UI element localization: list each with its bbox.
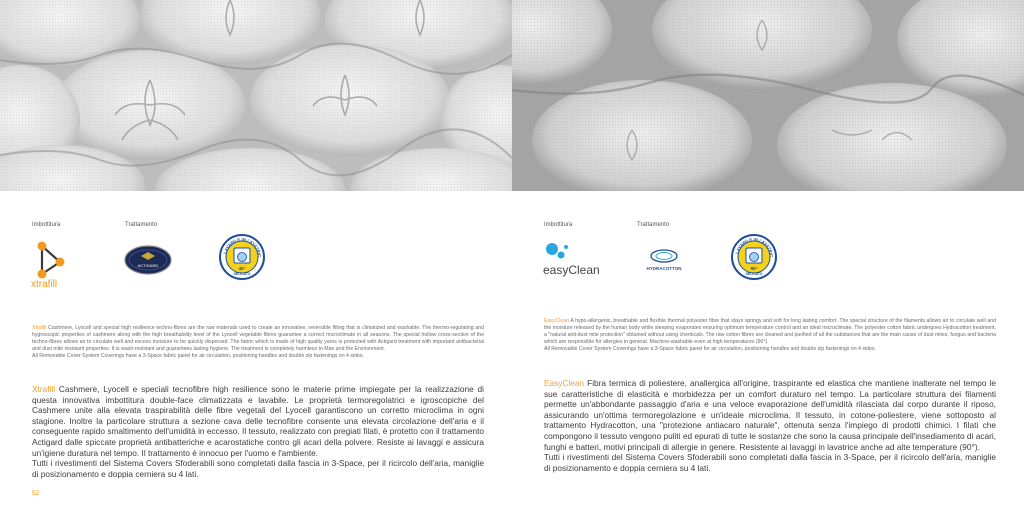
italian-description-right	[544, 378, 996, 473]
actigard-logo	[124, 244, 172, 276]
it-body2-left: Tutti i rivestimenti del Sistema Covers Sfoderabili sono completati dalla fascia in 3-Space, per il ricircolo dell'aria, maniglie di posizionamento e doppia cerniera su 4 lati.	[32, 458, 484, 479]
washing-machine-badge-icon-right	[731, 234, 777, 280]
hydracotton-icon	[642, 248, 687, 274]
quilted-fabric-photo-left	[0, 0, 512, 191]
xtrafill-logo-text: xtrafill	[31, 279, 58, 290]
svg-text:LAVABILE IN LAVATRICE: LAVABILE IN LAVATRIC	[222, 236, 263, 258]
xtrafill-icon	[30, 240, 75, 290]
en-body-right: A hypo-allergenic, breathable and flexible thermal polyester fibre that stays springy and soft for long lasting comfort. The special structure of the filaments allows air to circulate well and the moisture released by the human body while sleeping evaporates ensuring optimum temperature control and an ideal microclimate. The polyester cotton fabric undergoes Hydracotton treatment, a "natural anti-dust mite protection" obtained without using chemicals. The raw cotton fibres are cleaned and purified of all the substances that are the main cause of dust mites, fungus and bacteria which are responsible for allergies in general. Machine-washable even at high temperatures (90°).	[544, 318, 996, 346]
easyclean-logo	[542, 240, 604, 280]
wash-40-badge	[219, 234, 265, 280]
treatment-label-right: Trattamento	[637, 222, 670, 228]
svg-text:DELICATO: DELICATO	[233, 272, 251, 276]
quilted-fabric-photo-right	[512, 0, 1024, 191]
fabric-texture-right	[512, 0, 1024, 191]
hydracotton-logo-text: HYDRACOTTON	[646, 266, 682, 271]
easyclean-brand-it: EasyClean	[544, 378, 585, 388]
en-body2-left: All Removable Cover System Coverings have a 3-Space fabric panel for air circulation, positioning handles and double zip fastenings on 4 sides.	[32, 353, 364, 360]
easyclean-brand-en: EasyClean	[544, 318, 570, 324]
easyclean-icon	[542, 240, 604, 280]
easyclean-logo-text: easyClean	[543, 263, 600, 277]
filling-label: Imbottitura	[32, 222, 61, 228]
italian-description-left	[32, 384, 484, 479]
it-body-left: Cashmere, Lyocell e speciali tecnofibre high resilience sono le materie prime impiegate per la realizzazione di questa innovativa imbottitura double-face climatizzata e lavabile. Le proprietà termoregolatrici e igroscopiche del Cashmere unite alla elevata traspirabilità delle fibre vegetali del Lyocell garantiscono un corretto microclima in ogni stagione. Inoltre la particolare struttura a sezione cava delle tecnofibre consente una elevata circolazione dell'aria e il conseguente rapido smaltimento dell'umidità in eccesso. Il tessuto, realizzato con pregiati filati, è protetto con il trattamento Actigard dalle spiccate proprietà antibatteriche e acarostatiche contro gli acari della polvere. Resiste ai lavaggi e assicura un'igiene duratura nel tempo. Il trattamento è innocuo per l'uomo e l'ambiente.	[32, 384, 484, 458]
it-body-right: Fibra termica di poliestere, anallergica all'origine, traspirante ed elastica che mantiene inalterate nel tempo le sue caratteristiche di elasticità e morbidezza per un comfort duraturo nel tempo. La particolare struttura dei filamenti permette un'abbondante passaggio d'aria e una veloce evaporazione dell'umidità rilasciata dal corpo durante il riposo, assicurando un'ottima termoregolazione e un'ideale microclima. Il tessuto, in cotone-poliestere, viene sottoposto al trattamento Hydracotton, una "protezione antiacaro naturale", ottenuta senza l'impiego di prodotti chimici. I filati che compongono il tessuto vengono puliti ed epurati di tutte le sostanze che sono la causa principale dell'insediamento di acari, funghi e batteri, motivi principali di allergie in genere. Resistente ai lavaggi in lavatrice anche ad alte temperature (90°).	[544, 378, 996, 452]
treatment-label: Trattamento	[125, 222, 158, 228]
svg-text:DELICATO: DELICATO	[745, 272, 763, 276]
svg-text:40°: 40°	[238, 266, 246, 271]
right-page	[512, 0, 1024, 511]
svg-text:90°: 90°	[750, 266, 758, 271]
english-description-right	[544, 318, 996, 353]
fabric-texture-left	[0, 0, 512, 191]
it-body2-right: Tutti i rivestimenti del Sistema Covers Sfoderabili sono completati dalla fascia in 3-Space, per il ricircolo dell'aria, maniglie di posizionamento e doppia cerniera su 4 lati.	[544, 452, 996, 473]
en-body2-right: All Removable Cover System Coverings have a 3-Space fabric panel for air circulation, positioning handles and double zip fastenings on 4 sides.	[544, 346, 876, 353]
xtrafill-brand-it: Xtrafill	[32, 384, 56, 394]
xtrafill-logo	[30, 240, 75, 290]
svg-text:LAVABILE IN LAVATRICE: LAVABILE IN LAVATRIC	[734, 236, 775, 258]
page-number: 52	[32, 490, 40, 497]
actigard-logo-text: ACTIGARD	[137, 263, 159, 268]
english-description-left	[32, 325, 484, 360]
wash-90-badge	[731, 234, 777, 280]
hydracotton-logo	[642, 248, 687, 274]
filling-label-right: Imbottitura	[544, 222, 573, 228]
xtrafill-brand-en: Xtrafill	[32, 325, 47, 331]
washing-machine-badge-icon	[219, 234, 265, 280]
actigard-icon	[124, 244, 172, 276]
en-body-left: Cashmere, Lyocell and special high resilience techno-fibres are the raw materials used to create an innovative, reversible filling that is climatized and washable. The thermo-regulating and hygroscopic properties of cashmere along with the high breathability level of the Lyocell vegetable fibres guarantee a correct microclimate in all seasons. The special hollow cross-section of the techno-fibres allows air to circulate well and excess moisture to be quickly dispersed. The fabric which is made of high quality yarns is protected with Actigard treatment with important antibacterial and dust mite resistant properties. It is wash-resistant and guarantees lasting hygiene. The treatment is completely harmless to Man and the Environment.	[32, 325, 484, 353]
